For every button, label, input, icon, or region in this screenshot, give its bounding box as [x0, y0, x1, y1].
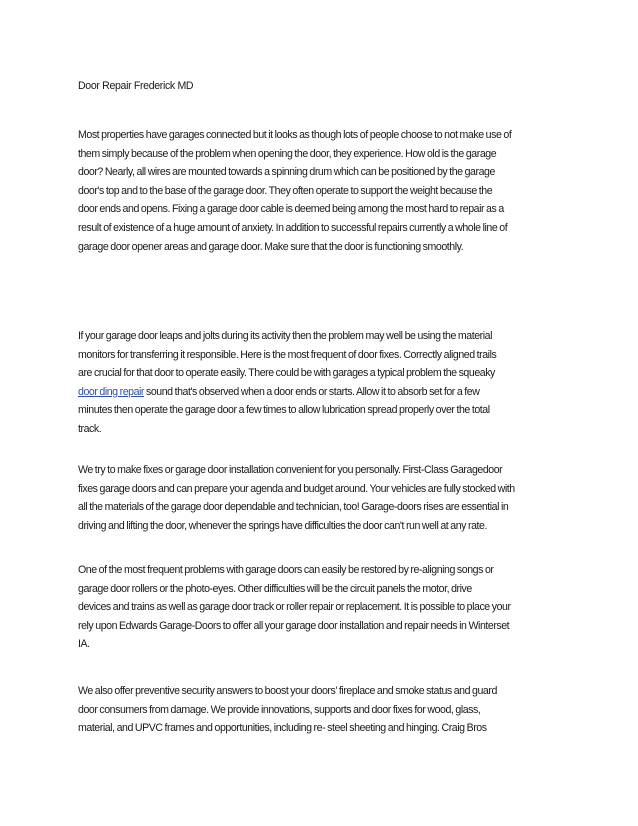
text-line: rely upon Edwards Garage-Doors to offer all your garage door installation and repair needs in Winterset	[78, 619, 510, 632]
paragraph-installation	[78, 461, 570, 535]
text-line: garage door rollers or the photo-eyes. Other difficulties will be the circuit panels the motor, drive	[78, 582, 472, 595]
text-line: monitors for transferring it responsible. Here is the most frequent of door fixes. Correctly aligned trails	[78, 348, 497, 361]
text-line: We try to make fixes or garage door installation convenient for you personally. First-Class Garagedoor	[78, 464, 503, 476]
text-line: driving and lifting the door, whenever the springs have difficulties the door can't run well at any rate.	[78, 519, 487, 532]
text-line: fixes garage doors and can prepare your agenda and budget around. Your vehicles are fully stocked with	[78, 482, 515, 495]
text-line: track.	[78, 422, 102, 435]
text-line: One of the most frequent problems with garage doors can easily be restored by re-aligning songs or	[78, 564, 494, 576]
text-line: garage door opener areas and garage door. Make sure that the door is functioning smoothly.	[78, 240, 464, 253]
text-line: material, and UPVC frames and opportunities, including re- steel sheeting and hinging. Craig Bros	[78, 722, 487, 735]
text-line: We also offer preventive security answers to boost your doors' fireplace and smoke status and guard	[78, 685, 497, 697]
paragraph-frequent-problems	[78, 561, 570, 654]
text-line: If your garage door leaps and jolts during its activity then the problem may well be using the material	[78, 330, 492, 342]
text-line: result of existence of a huge amount of anxiety. In addition to successful repairs currently a whole line of	[78, 221, 508, 234]
text-line: door ends and opens. Fixing a garage door cable is deemed being among the most hard to repair as a	[78, 203, 504, 216]
text-line: are crucial for that door to operate easily. There could be with garages a typical problem the squeaky	[78, 367, 495, 380]
text-line: door? Nearly, all wires are mounted towards a spinning drum which can be positioned by the garage	[78, 166, 495, 179]
text-line: door's top and to the base of the garage door. They often operate to support the weight because the	[78, 184, 493, 197]
paragraph-garage-cables	[78, 126, 570, 256]
paragraph-preventive-security	[78, 682, 570, 738]
paragraph-door-tracks	[78, 327, 570, 439]
text-line: minutes then operate the garage door a few times to allow lubrication spread properly over the total	[78, 404, 490, 417]
door-ding-repair-link[interactable]: door ding repair	[78, 385, 145, 398]
text-line-with-link	[78, 383, 570, 402]
text-line: Most properties have garages connected but it looks as though lots of people choose to not make use of	[78, 129, 512, 141]
text-after-link: sound that's observed when a door ends or starts. Allow it to absorb set for a few	[144, 385, 480, 398]
document-title: Door Repair Frederick MD	[78, 80, 194, 92]
text-line: all the materials of the garage door dependable and technician, too! Garage-doors rises are essential in	[78, 501, 509, 514]
text-line: devices and trains as well as garage door track or roller repair or replacement. It is possible to place your	[78, 601, 511, 614]
text-line: IA.	[78, 638, 90, 651]
text-line: them simply because of the problem when opening the door, they experience. How old is the garage	[78, 147, 497, 160]
text-line: door consumers from damage. We provide innovations, supports and door fixes for wood, glass,	[78, 703, 481, 716]
